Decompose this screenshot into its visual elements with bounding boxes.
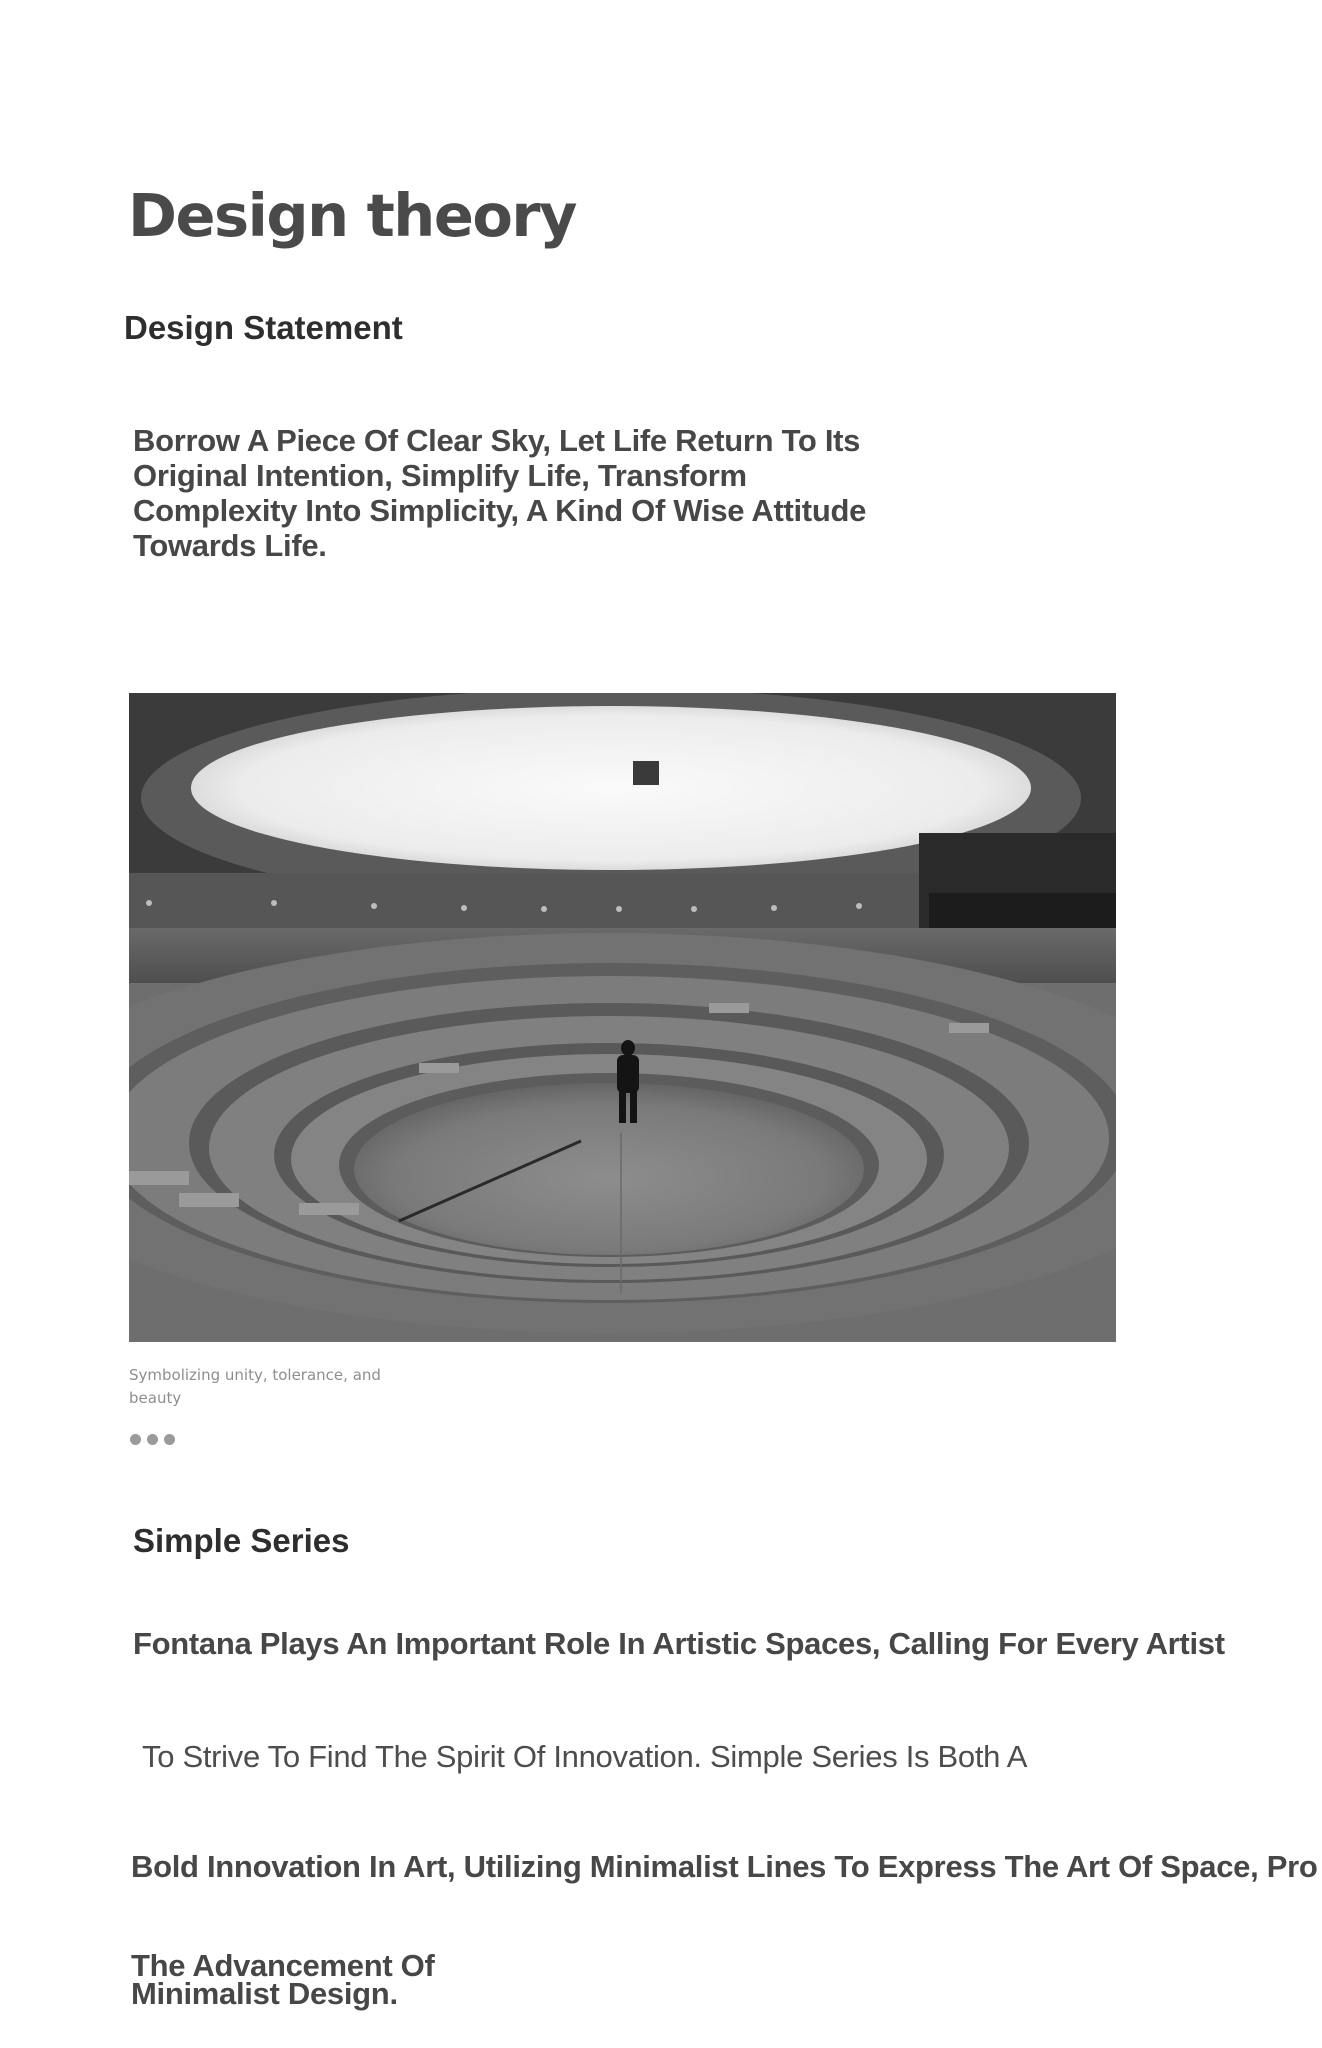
page-title: Design theory [128, 181, 576, 250]
simple-series-heading: Simple Series [133, 1522, 350, 1559]
design-statement-body: Borrow A Piece Of Clear Sky, Let Life Return To Its Original Intention, Simplify Life, Transform Complexity Into Simplicity, A Kind Of Wise Attitude Towards Life. [133, 423, 867, 563]
carousel-pager[interactable] [130, 1434, 175, 1445]
series-text-line-1: Fontana Plays An Important Role In Artistic Spaces, Calling For Every Artist [133, 1626, 1225, 1661]
pager-dot-1[interactable] [130, 1434, 141, 1445]
circular-amphitheater-photo-icon [129, 693, 1116, 1342]
series-text-line-4: The Advancement Of Minimalist Design. [131, 1948, 435, 2011]
series-text-line-2: To Strive To Find The Spirit Of Innovation. Simple Series Is Both A [142, 1739, 1028, 1774]
image-caption: Symbolizing unity, tolerance, and beauty [129, 1366, 381, 1407]
series-text-line-3: Bold Innovation In Art, Utilizing Minimalist Lines To Express The Art Of Space, Pro [131, 1849, 1318, 1884]
pager-dot-2[interactable] [147, 1434, 158, 1445]
pager-dot-3[interactable] [164, 1434, 175, 1445]
amphitheater-image [129, 693, 1116, 1342]
design-statement-heading: Design Statement [124, 309, 403, 346]
